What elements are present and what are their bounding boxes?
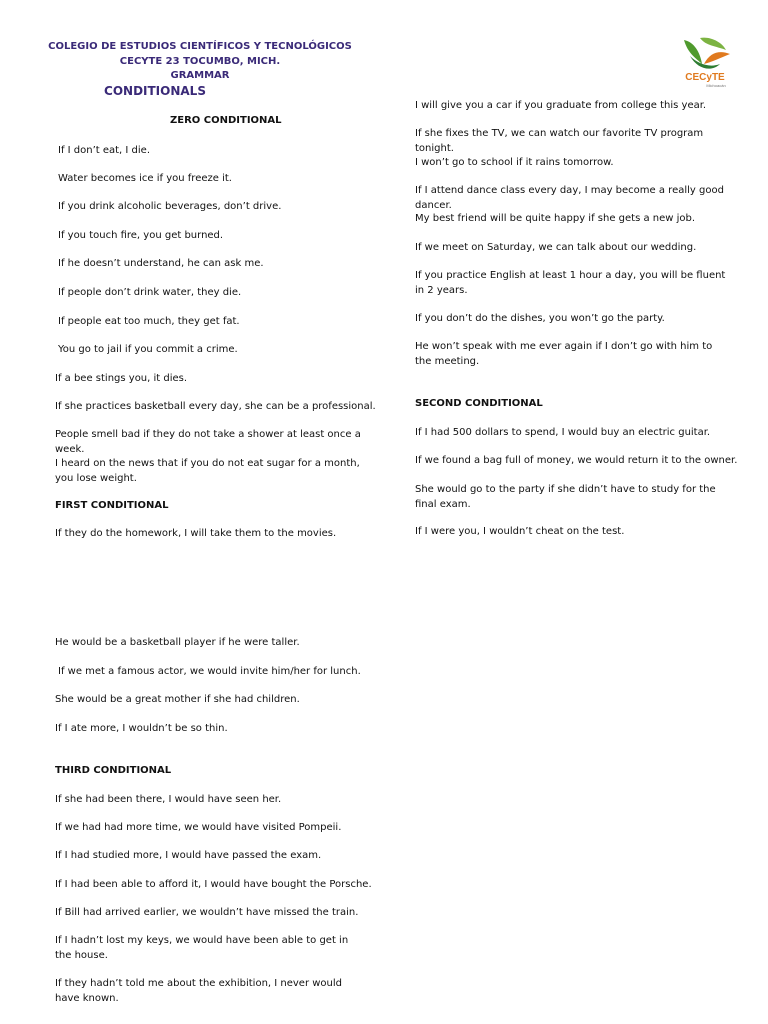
third-item: If I had been able to afford it, I would have bought the Porsche. bbox=[55, 879, 372, 890]
second-item: He would be a basketball player if he were taller. bbox=[55, 637, 300, 648]
second-item: If we found a bag full of money, we would return it to the owner. bbox=[415, 455, 738, 466]
second-item: If I were you, I wouldn’t cheat on the test. bbox=[415, 526, 625, 537]
third-conditional-title: THIRD CONDITIONAL bbox=[55, 765, 172, 776]
zero-item: If people don’t drink water, they die. bbox=[58, 287, 242, 298]
logo-text: CECyTE bbox=[685, 72, 725, 83]
page-title: CONDITIONALS bbox=[104, 84, 206, 98]
first-item: If I attend dance class every day, I may become a really good dancer. bbox=[415, 185, 724, 211]
second-item: If I had 500 dollars to spend, I would buy an electric guitar. bbox=[415, 427, 711, 438]
third-item: If they hadn’t told me about the exhibition, I never would have known. bbox=[55, 978, 343, 1004]
second-conditional-title: SECOND CONDITIONAL bbox=[415, 398, 543, 409]
first-item: I will give you a car if you graduate from college this year. bbox=[415, 100, 707, 111]
first-item: I won’t go to school if it rains tomorrow. bbox=[415, 157, 614, 168]
school-name: COLEGIO DE ESTUDIOS CIENTÍFICOS Y TECNOLÓGICOS bbox=[48, 41, 352, 52]
second-item: She would be a great mother if she had children. bbox=[55, 694, 300, 705]
zero-item: If you drink alcoholic beverages, don’t drive. bbox=[58, 201, 282, 212]
first-item: He won’t speak with me ever again if I don’t go with him to the meeting. bbox=[415, 341, 713, 367]
third-item: If she had been there, I would have seen her. bbox=[55, 794, 282, 805]
zero-item: If people eat too much, they get fat. bbox=[58, 316, 240, 327]
zero-item: I heard on the news that if you do not eat sugar for a month, you lose weight. bbox=[55, 458, 360, 484]
first-item: If you don’t do the dishes, you won’t go the party. bbox=[415, 313, 665, 324]
second-item: If we met a famous actor, we would invite him/her for lunch. bbox=[58, 666, 361, 677]
second-item: She would go to the party if she didn’t have to study for the final exam. bbox=[415, 484, 716, 510]
zero-item: Water becomes ice if you freeze it. bbox=[58, 173, 232, 184]
first-conditional-title: FIRST CONDITIONAL bbox=[55, 500, 169, 511]
second-item: If I ate more, I wouldn’t be so thin. bbox=[55, 723, 228, 734]
first-item: If she fixes the TV, we can watch our favorite TV program tonight. bbox=[415, 128, 704, 154]
zero-conditional-title: ZERO CONDITIONAL bbox=[170, 115, 282, 126]
first-item: My best friend will be quite happy if she gets a new job. bbox=[415, 213, 696, 224]
zero-item: If he doesn’t understand, he can ask me. bbox=[58, 258, 264, 269]
third-item: If I hadn’t lost my keys, we would have been able to get in the house. bbox=[55, 935, 349, 961]
zero-item: People smell bad if they do not take a shower at least once a week. bbox=[55, 429, 361, 455]
zero-item: You go to jail if you commit a crime. bbox=[58, 344, 238, 355]
course-name: GRAMMAR bbox=[170, 70, 230, 81]
logo-subtext: Michoacán bbox=[706, 83, 726, 88]
zero-item: If a bee stings you, it dies. bbox=[55, 373, 188, 384]
cecyte-logo bbox=[676, 34, 734, 88]
third-item: If Bill had arrived earlier, we wouldn’t have missed the train. bbox=[55, 907, 359, 918]
school-campus: CECYTE 23 TOCUMBO, MICH. bbox=[119, 56, 281, 67]
first-item: If we meet on Saturday, we can talk about our wedding. bbox=[415, 242, 697, 253]
zero-item: If she practices basketball every day, she can be a professional. bbox=[55, 401, 376, 412]
first-item: If they do the homework, I will take them to the movies. bbox=[55, 528, 337, 539]
third-item: If I had studied more, I would have passed the exam. bbox=[55, 850, 322, 861]
first-item: If you practice English at least 1 hour a day, you will be fluent in 2 years. bbox=[415, 270, 726, 296]
zero-item: If I don’t eat, I die. bbox=[58, 145, 151, 156]
third-item: If we had had more time, we would have visited Pompeii. bbox=[55, 822, 342, 833]
zero-item: If you touch fire, you get burned. bbox=[58, 230, 224, 241]
